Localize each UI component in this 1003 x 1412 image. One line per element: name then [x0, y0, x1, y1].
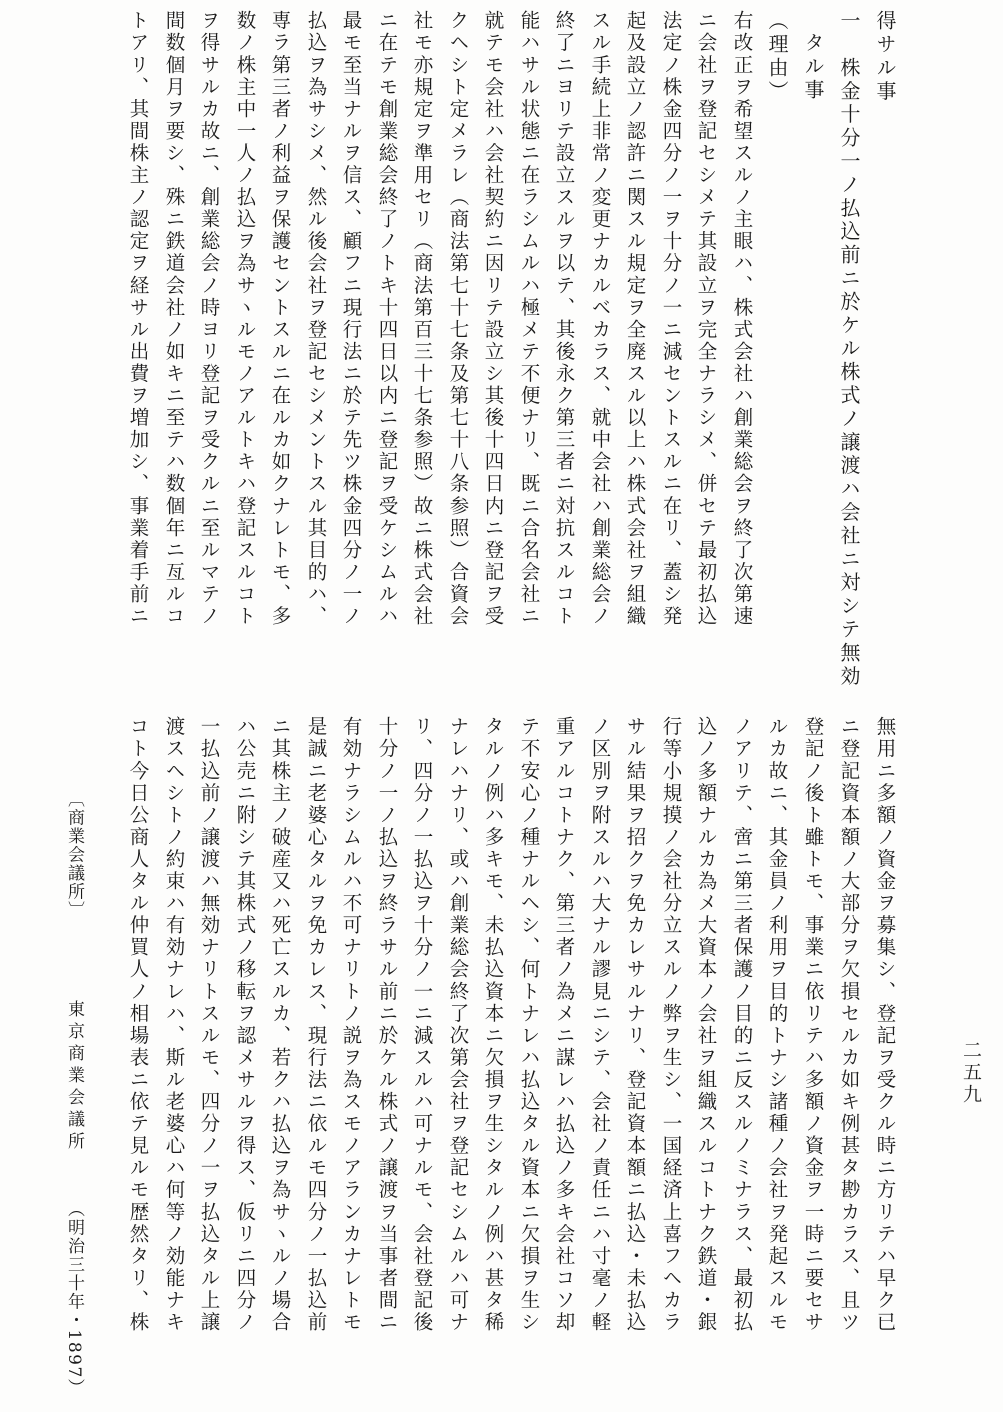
text-column-lower-19: ハ公売ニ附シテ其株式ノ移転ヲ認メサルヲ得ス、仮リニ四分ノ: [233, 716, 257, 1334]
source-bracket: 〔商業会議所〕: [64, 790, 84, 920]
text-column-upper-6: ニ会社ヲ登記セシメテ其設立ヲ完全ナラシメ、併セテ最初払込: [694, 10, 718, 628]
text-column-lower-6: 込ノ多額ナルカ為メ大資本ノ会社ヲ組織スルコトナク鉄道・銀: [694, 716, 718, 1334]
text-column-lower-15: 十分ノ一ノ払込ヲ終ラサル前ニ於ケル株式ノ譲渡ヲ当事者間ニ: [375, 716, 399, 1334]
text-column-lower-10: 重アルコトナク、第三者ノ為メニ謀レハ払込ノ多キ会社コソ却: [552, 716, 576, 1334]
text-column-upper-9: スル手続上非常ノ変更ナカルベカラス、就中会社ハ創業総会ノ: [588, 10, 612, 628]
text-column-upper-22: トアリ、其間株主ノ認定ヲ経サル出費ヲ増加シ、事業着手前ニ: [126, 10, 150, 628]
text-column-upper-8: 起及設立ノ認許ニ関スル規定ヲ全廃スル以上ハ株式会社ヲ組織: [623, 10, 647, 628]
text-column-lower-7: 行等小規摸ノ会社分立スルノ弊ヲ生シ、一国経済上喜フヘカラ: [659, 716, 683, 1334]
text-column-upper-7: 法定ノ株金四分ノ一ヲ十分ノ一ニ減セントスルニ在リ、蓋シ発: [659, 10, 683, 628]
text-column-upper-10: 終了ニヨリテ設立スルヲ以テ、其後永ク第三者ニ対抗スルコト: [552, 10, 576, 628]
text-column-lower-18: ニ其株主ノ破産又ハ死亡スルカ、若クハ払込ヲ為サヽルノ場合: [268, 716, 292, 1334]
text-column-lower-8: サル結果ヲ招クヲ免カレサルナリ、登記資本額ニ払込・未払込: [623, 716, 647, 1334]
text-column-lower-12: タルノ例ハ多キモ、未払込資本ニ欠損ヲ生シタルノ例ハ甚タ稀: [481, 716, 505, 1334]
text-column-upper-21: 間数個月ヲ要シ、殊ニ鉄道会社ノ如キニ至テハ数個年ニ亙ルコ: [162, 10, 186, 628]
text-column-lower-13: ナレハナリ、或ハ創業総会終了次第会社ヲ登記セシムルハ可ナ: [446, 716, 470, 1334]
text-column-lower-11: テ不安心ノ種ナルヘシ、何トナレハ払込タル資本ニ欠損ヲ生シ: [517, 716, 541, 1334]
page-number: 二五九: [960, 1040, 982, 1106]
text-column-upper-15: ニ在テモ創業総会終了ノトキ十四日以内ニ登記ヲ受ケシムルハ: [375, 10, 399, 628]
text-column-upper-16: 最モ至当ナルヲ信ス、顧フニ現行法ニ於テ先ツ株金四分ノ一ノ: [339, 10, 363, 628]
text-column-upper-11: 能ハサル状態ニ在ラシムルハ極メテ不便ナリ、既ニ合名会社ニ: [517, 10, 541, 628]
text-column-lower-20: 一払込前ノ譲渡ハ無効ナリトスルモ、四分ノ一ヲ払込タル上譲: [197, 716, 221, 1334]
text-column-lower-1: 無用ニ多額ノ資金ヲ募集シ、登記ヲ受クル時ニ方リテハ早ク已: [873, 716, 897, 1334]
text-column-upper-19: 数ノ株主中一人ノ払込ヲ為サヽルモノアルトキハ登記スルコト: [233, 10, 257, 628]
text-column-upper-18: 専ラ第三者ノ利益ヲ保護セントスルニ在ルカ如クナレトモ、多: [268, 10, 292, 628]
source-organization: 東京商業会議所: [64, 1000, 84, 1154]
text-column-upper-20: ヲ得サルカ故ニ、創業総会ノ時ヨリ登記ヲ受クルニ至ルマテノ: [197, 10, 221, 628]
text-column-upper-4: （理由）: [765, 10, 789, 104]
text-column-lower-5: ノアリテ、啻ニ第三者保護ノ目的ニ反スルノミナラス、最初払: [730, 716, 754, 1334]
text-column-upper-5: 右改正ヲ希望スルノ主眼ハ、株式会社ハ創業総会ヲ終了次第速: [730, 10, 754, 628]
text-column-upper-13: クヘシト定メラレ（商法第七十七条及第七十八条参照）合資会: [446, 10, 470, 628]
text-column-upper-3: タル事: [801, 32, 825, 103]
text-column-lower-9: ノ区別ヲ附スルハ大ナル謬見ニシテ、会社ノ責任ニハ寸毫ノ軽: [588, 716, 612, 1334]
text-column-upper-1: 得サル事: [873, 10, 897, 104]
text-column-upper-2: 一 株金十分一ノ払込前ニ於ケル株式ノ譲渡ハ会社ニ対シテ無効: [837, 10, 861, 689]
text-column-lower-3: 登記ノ後ト雖トモ、事業ニ依リテハ多額ノ資金ヲ一時ニ要セサ: [801, 716, 825, 1334]
text-column-lower-14: リ、四分ノ一払込ヲ十分ノ一ニ減スルハ可ナルモ、会社登記後: [410, 716, 434, 1334]
text-column-lower-17: 是誠ニ老婆心タルヲ免カレス、現行法ニ依ルモ四分ノ一払込前: [304, 716, 328, 1334]
text-column-lower-2: ニ登記資本額ノ大部分ヲ欠損セルカ如キ例甚タ尠カラス、且ツ: [837, 716, 861, 1334]
text-column-lower-4: ルカ故ニ、其金員ノ利用ヲ目的トナシ諸種ノ会社ヲ発起スルモ: [765, 716, 789, 1334]
text-column-lower-21: 渡スヘシトノ約束ハ有効ナレハ、斯ル老婆心ハ何等ノ効能ナキ: [162, 716, 186, 1334]
text-column-upper-12: 就テモ会社ハ会社契約ニ因リテ設立シ其後十四日内ニ登記ヲ受: [481, 10, 505, 628]
text-column-lower-16: 有効ナラシムルハ不可ナリトノ説ヲ為スモノアランカナレトモ: [339, 716, 363, 1334]
text-column-upper-14: 社モ亦規定ヲ準用セリ（商法第百三十七条参照）故ニ株式会社: [410, 10, 434, 628]
source-date: （明治三十年・1897）: [64, 1200, 84, 1398]
text-column-upper-17: 払込ヲ為サシメ、然ル後会社ヲ登記セシメントスル其目的ハ、: [304, 10, 328, 628]
text-column-lower-22: コト今日公商人タル仲買人ノ相場表ニ依テ見ルモ歴然タリ、株: [126, 716, 150, 1334]
